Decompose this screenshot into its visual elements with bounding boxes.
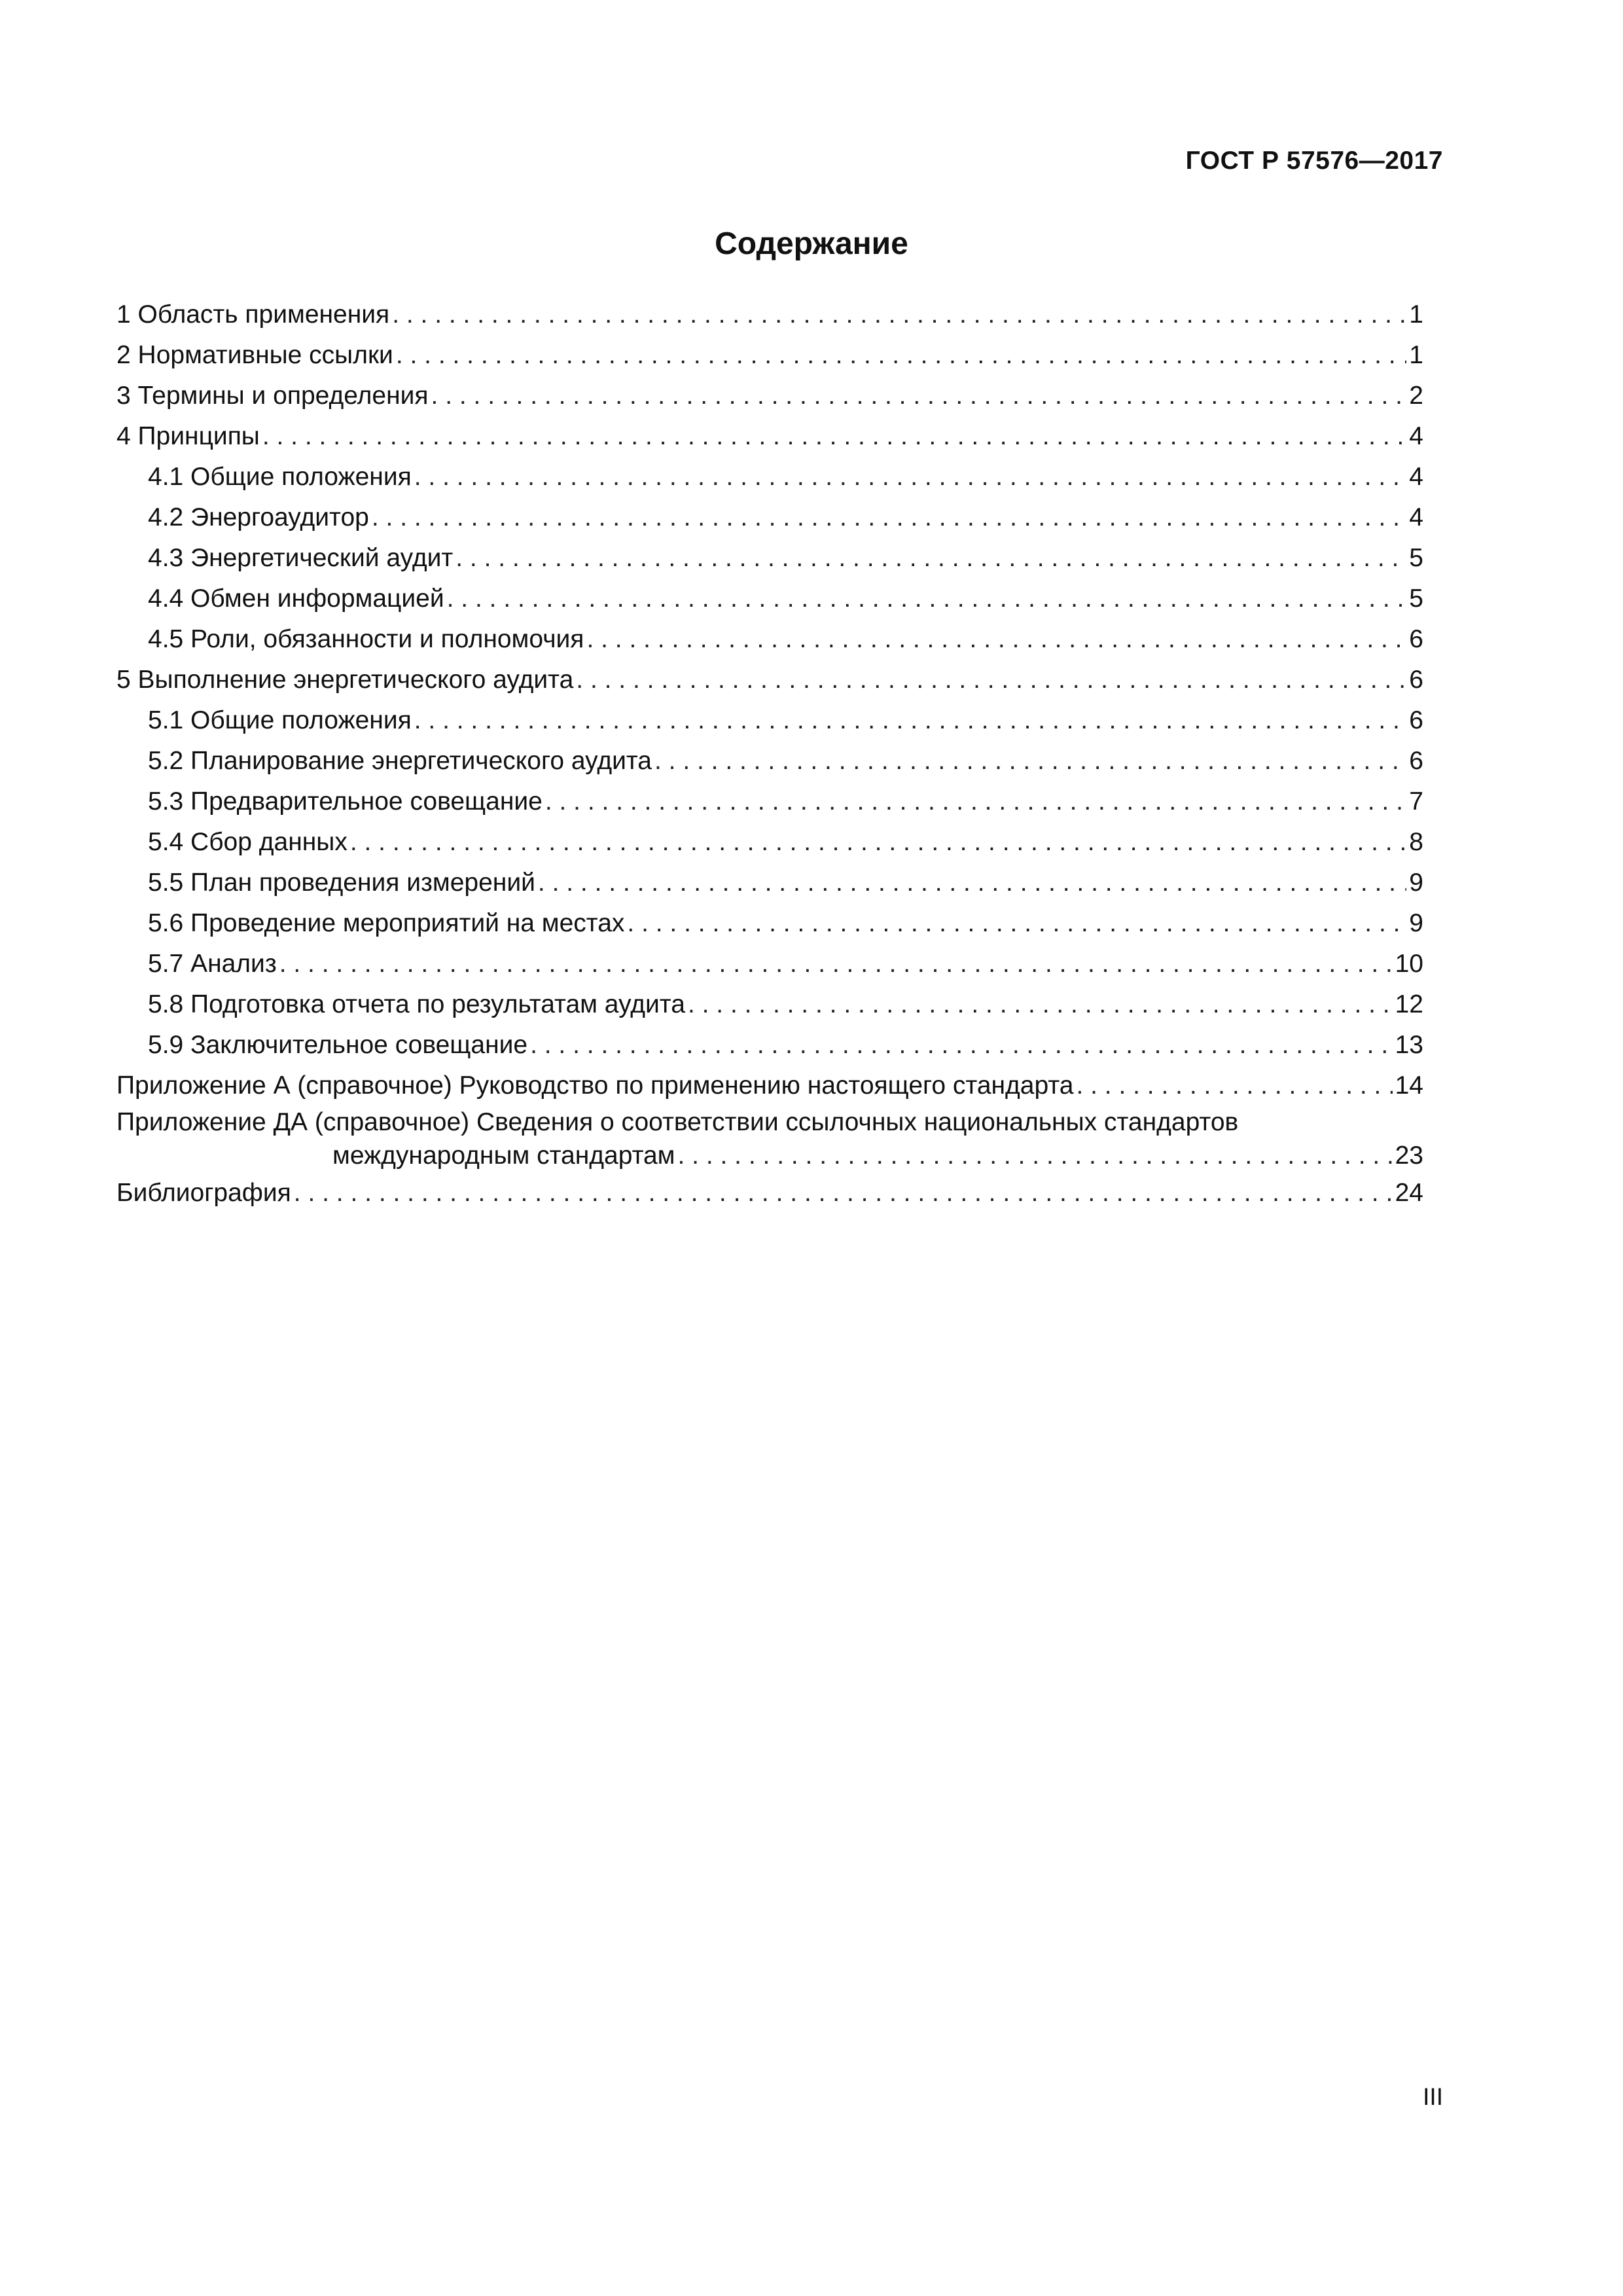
toc-entry-page: 14 [1395, 1071, 1423, 1100]
toc-entry-label: 5.2 Планирование энергетического аудита [148, 747, 652, 775]
toc-entry-label: 4.3 Энергетический аудит [148, 544, 454, 572]
toc-entry-label: 5.8 Подготовка отчета по результатам аудита [148, 990, 685, 1018]
toc-entry-5-2[interactable] [116, 741, 1423, 781]
toc-entry-page: 8 [1409, 828, 1423, 856]
toc-entry-appendix-a[interactable] [116, 1066, 1423, 1106]
dot-leader [1076, 1066, 1392, 1106]
toc-entry-label: Приложение ДА (справочное) Сведения о соответствии ссылочных национальных стандартов [116, 1108, 1239, 1136]
toc-entry-page: 6 [1409, 666, 1423, 694]
dot-leader [392, 295, 1406, 335]
dot-leader [279, 944, 1393, 984]
toc-entry-page: 24 [1395, 1179, 1423, 1207]
toc-entry-appendix-da[interactable] [116, 1106, 1423, 1173]
toc-entry-label: 5 Выполнение энергетического аудита [116, 666, 574, 694]
toc-entry-label: 5.6 Проведение мероприятий на местах [148, 909, 625, 937]
toc-entry-page: 6 [1409, 747, 1423, 775]
toc-entry-label: 4.5 Роли, обязанности и полномочия [148, 625, 584, 653]
table-of-contents [116, 295, 1423, 1213]
toc-entry-label: 4 Принципы [116, 422, 260, 450]
toc-entry-page: 6 [1409, 625, 1423, 653]
dot-leader [372, 497, 1406, 538]
dot-leader [654, 741, 1406, 781]
toc-entry-5-8[interactable] [116, 984, 1423, 1025]
toc-entry-5-5[interactable] [116, 863, 1423, 903]
toc-entry-page: 4 [1409, 422, 1423, 450]
dot-leader [431, 376, 1407, 416]
toc-entry-5-1[interactable] [116, 700, 1423, 741]
toc-entry-page: 6 [1409, 706, 1423, 734]
toc-entry-page: 1 [1409, 300, 1423, 329]
toc-entry-continuation [116, 1139, 1423, 1173]
dot-leader [678, 1139, 1393, 1173]
toc-entry-label: 2 Нормативные ссылки [116, 341, 393, 369]
toc-entry-3[interactable] [116, 376, 1423, 416]
page-number: III [1423, 2083, 1443, 2110]
dot-leader [414, 457, 1407, 497]
dot-leader [576, 660, 1406, 700]
toc-entry-5-7[interactable] [116, 944, 1423, 984]
toc-entry-4[interactable] [116, 416, 1423, 457]
dot-leader [586, 619, 1406, 660]
toc-entry-5-9[interactable] [116, 1025, 1423, 1066]
toc-entry-label: 3 Термины и определения [116, 382, 429, 410]
toc-entry-5-4[interactable] [116, 822, 1423, 863]
toc-entry-label: Библиография [116, 1179, 291, 1207]
dot-leader [455, 538, 1406, 579]
toc-entry-page: 12 [1395, 990, 1423, 1018]
toc-entry-label: 5.4 Сбор данных [148, 828, 348, 856]
dot-leader [530, 1025, 1393, 1066]
dot-leader [688, 984, 1393, 1025]
toc-entry-label: 5.7 Анализ [148, 950, 277, 978]
toc-entry-page: 2 [1409, 382, 1423, 410]
toc-entry-page: 4 [1409, 503, 1423, 531]
toc-title: Содержание [715, 226, 908, 261]
dot-leader [538, 863, 1406, 903]
toc-entry-bibliography[interactable] [116, 1173, 1423, 1213]
toc-entry-label: 1 Область применения [116, 300, 390, 329]
toc-entry-1[interactable] [116, 295, 1423, 335]
toc-entry-label: 4.1 Общие положения [148, 463, 412, 491]
toc-entry-page: 1 [1409, 341, 1423, 369]
toc-entry-label: 4.2 Энергоаудитор [148, 503, 369, 531]
dot-leader [396, 335, 1406, 376]
toc-entry-label-continuation: международным стандартам [332, 1141, 675, 1170]
toc-entry-5-3[interactable] [116, 781, 1423, 822]
toc-entry-page: 13 [1395, 1031, 1423, 1059]
toc-entry-label: 5.5 План проведения измерений [148, 869, 535, 897]
dot-leader [627, 903, 1406, 944]
toc-entry-label: 5.9 Заключительное совещание [148, 1031, 528, 1059]
toc-entry-4-3[interactable] [116, 538, 1423, 579]
toc-entry-page: 5 [1409, 544, 1423, 572]
toc-entry-page: 10 [1395, 950, 1423, 978]
toc-entry-page: 7 [1409, 787, 1423, 816]
toc-entry-page: 9 [1409, 869, 1423, 897]
dot-leader [447, 579, 1407, 619]
toc-entry-4-4[interactable] [116, 579, 1423, 619]
toc-entry-label: 5.3 Предварительное совещание [148, 787, 543, 816]
dot-leader [294, 1173, 1393, 1213]
toc-entry-4-2[interactable] [116, 497, 1423, 538]
toc-entry-label: Приложение А (справочное) Руководство по применению настоящего стандарта [116, 1071, 1074, 1100]
toc-entry-label: 5.1 Общие положения [148, 706, 412, 734]
toc-entry-4-1[interactable] [116, 457, 1423, 497]
toc-entry-page: 5 [1409, 584, 1423, 613]
toc-entry-label: 4.4 Обмен информацией [148, 584, 444, 613]
dot-leader [350, 822, 1406, 863]
toc-entry-4-5[interactable] [116, 619, 1423, 660]
toc-entry-5[interactable] [116, 660, 1423, 700]
toc-entry-5-6[interactable] [116, 903, 1423, 944]
dot-leader [545, 781, 1406, 822]
toc-entry-page: 23 [1395, 1141, 1423, 1170]
dot-leader [414, 700, 1407, 741]
toc-entry-2[interactable] [116, 335, 1423, 376]
dot-leader [262, 416, 1406, 457]
document-code: ГОСТ Р 57576—2017 [1185, 147, 1443, 175]
toc-entry-page: 9 [1409, 909, 1423, 937]
toc-entry-page: 4 [1409, 463, 1423, 491]
